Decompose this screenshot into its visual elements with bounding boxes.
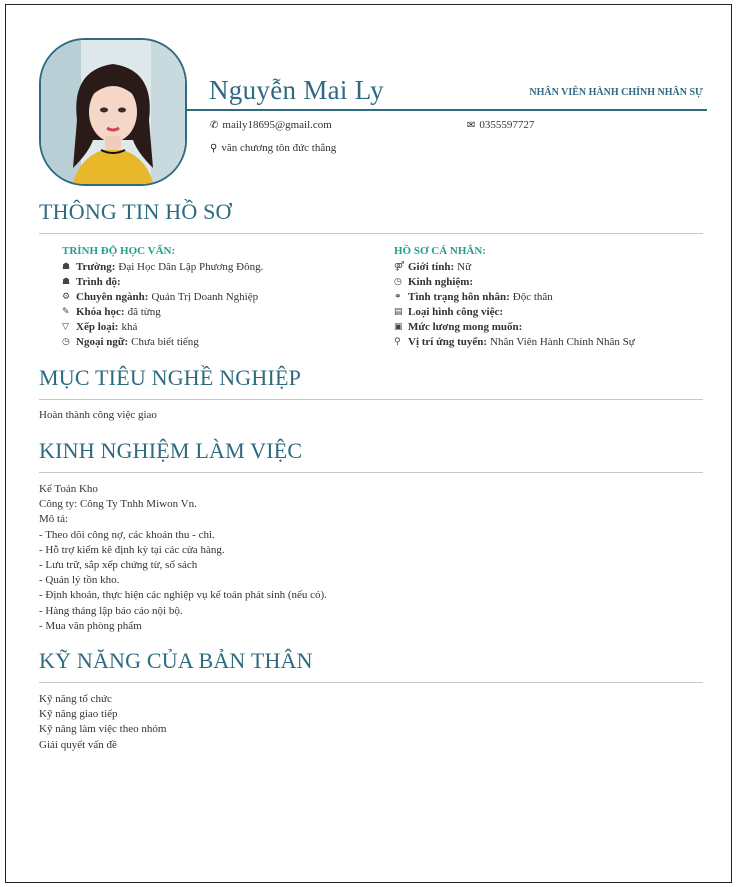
degree-icon: ☗ bbox=[62, 277, 71, 287]
experience-line: Mô tả: bbox=[39, 513, 69, 526]
experience-line: - Định khoản, thực hiện các nghiệp vụ kế toán phát sinh (nếu có). bbox=[39, 589, 327, 602]
personal-heading: HỒ SƠ CÁ NHÂN: bbox=[394, 245, 486, 257]
section-divider bbox=[39, 233, 703, 234]
school-icon: ☗ bbox=[62, 262, 71, 272]
major-icon: ⚙ bbox=[62, 292, 71, 302]
experience-line: - Mua văn phòng phẩm bbox=[39, 619, 142, 632]
education-row: ☗ Trường: Đại Học Dân Lập Phương Đông. bbox=[62, 261, 264, 273]
phone-icon: ✆ bbox=[210, 119, 219, 131]
location-pin-icon: ⚲ bbox=[210, 142, 218, 154]
phone-text: 0355597727 bbox=[479, 119, 535, 131]
candidate-name: Nguyễn Mai Ly bbox=[209, 75, 384, 105]
education-row: ✎ Khóa học: đã từng bbox=[62, 306, 161, 318]
salary-icon: ▣ bbox=[394, 322, 403, 332]
personal-row: ⚲ Vị trí ứng tuyển: Nhân Viên Hành Chính Nhân Sự bbox=[394, 336, 635, 348]
education-row: ◷ Ngoại ngữ: Chưa biết tiếng bbox=[62, 336, 199, 348]
experience-line: Kế Toán Kho bbox=[39, 483, 98, 495]
rank-icon: ▽ bbox=[62, 322, 69, 332]
education-row: ⚙ Chuyên ngành: Quản Trị Doanh Nghiệp bbox=[62, 291, 259, 303]
experience-line: - Lưu trữ, sắp xếp chứng từ, sổ sách bbox=[39, 559, 198, 572]
personal-row: ▤ Loại hình công việc: bbox=[394, 306, 504, 318]
experience-line: Công ty: Công Ty Tnhh Miwon Vn. bbox=[39, 498, 197, 511]
experience-line: - Hàng tháng lập báo cáo nội bộ. bbox=[39, 604, 183, 617]
profile-photo bbox=[39, 38, 187, 186]
email-text: maily18695@gmail.com bbox=[222, 119, 332, 131]
job-title: NHÂN VIÊN HÀNH CHÍNH NHÂN SỰ bbox=[529, 87, 703, 98]
experience-line: - Theo dõi công nợ, các khoản thu - chi. bbox=[39, 528, 215, 541]
portrait-image bbox=[41, 40, 185, 184]
gender-icon: ⚤ bbox=[394, 262, 405, 272]
section-title-profile: THÔNG TIN HỒ SƠ bbox=[39, 199, 232, 224]
email-contact[interactable] bbox=[210, 119, 332, 131]
pen-icon: ✎ bbox=[62, 307, 70, 317]
section-divider bbox=[39, 399, 703, 400]
section-divider bbox=[39, 682, 703, 683]
skill-line: Kỹ năng làm việc theo nhóm bbox=[39, 723, 167, 736]
objective-text: Hoàn thành công việc giao bbox=[39, 409, 157, 421]
section-title-objective: MỤC TIÊU NGHỀ NGHIỆP bbox=[39, 365, 302, 390]
personal-row: ⚤ Giới tính: Nữ bbox=[394, 261, 472, 273]
personal-row: ▣ Mức lương mong muốn: bbox=[394, 321, 523, 333]
education-column bbox=[62, 244, 263, 350]
job-type-icon: ▤ bbox=[394, 307, 403, 317]
address-contact bbox=[210, 142, 336, 154]
education-row: ☗ Trình độ: bbox=[62, 276, 121, 288]
marital-icon: ⚭ bbox=[394, 292, 402, 302]
language-icon: ◷ bbox=[62, 337, 70, 347]
section-title-experience: KINH NGHIỆM LÀM VIỆC bbox=[39, 438, 303, 463]
experience-line: - Hỗ trợ kiểm kê định kỳ tại các cửa hàng. bbox=[39, 543, 225, 556]
personal-column bbox=[394, 244, 635, 350]
envelope-icon: ✉ bbox=[467, 119, 476, 131]
skill-line: Giải quyết vấn đề bbox=[39, 738, 117, 751]
personal-row: ◷ Kinh nghiệm: bbox=[394, 276, 474, 288]
personal-row: ⚭ Tình trạng hôn nhân: Độc thân bbox=[394, 291, 553, 303]
section-divider bbox=[39, 472, 703, 473]
skill-line: Kỹ năng tổ chức bbox=[39, 693, 112, 705]
position-icon: ⚲ bbox=[394, 337, 401, 347]
skill-line: Kỹ năng giao tiếp bbox=[39, 708, 118, 721]
clock-icon: ◷ bbox=[394, 277, 402, 287]
skills-text bbox=[39, 692, 166, 753]
address-text: văn chương tôn đức thắng bbox=[221, 142, 337, 154]
experience-text bbox=[39, 482, 327, 634]
education-heading: TRÌNH ĐỘ HỌC VẤN: bbox=[62, 245, 176, 257]
header-divider bbox=[187, 109, 707, 111]
education-row: ▽ Xếp loại: khá bbox=[62, 321, 138, 333]
experience-line: - Quản lý tồn kho. bbox=[39, 574, 120, 587]
phone-contact[interactable] bbox=[467, 119, 534, 131]
section-title-skills: KỸ NĂNG CỦA BẢN THÂN bbox=[39, 648, 313, 673]
resume-page bbox=[5, 4, 732, 883]
